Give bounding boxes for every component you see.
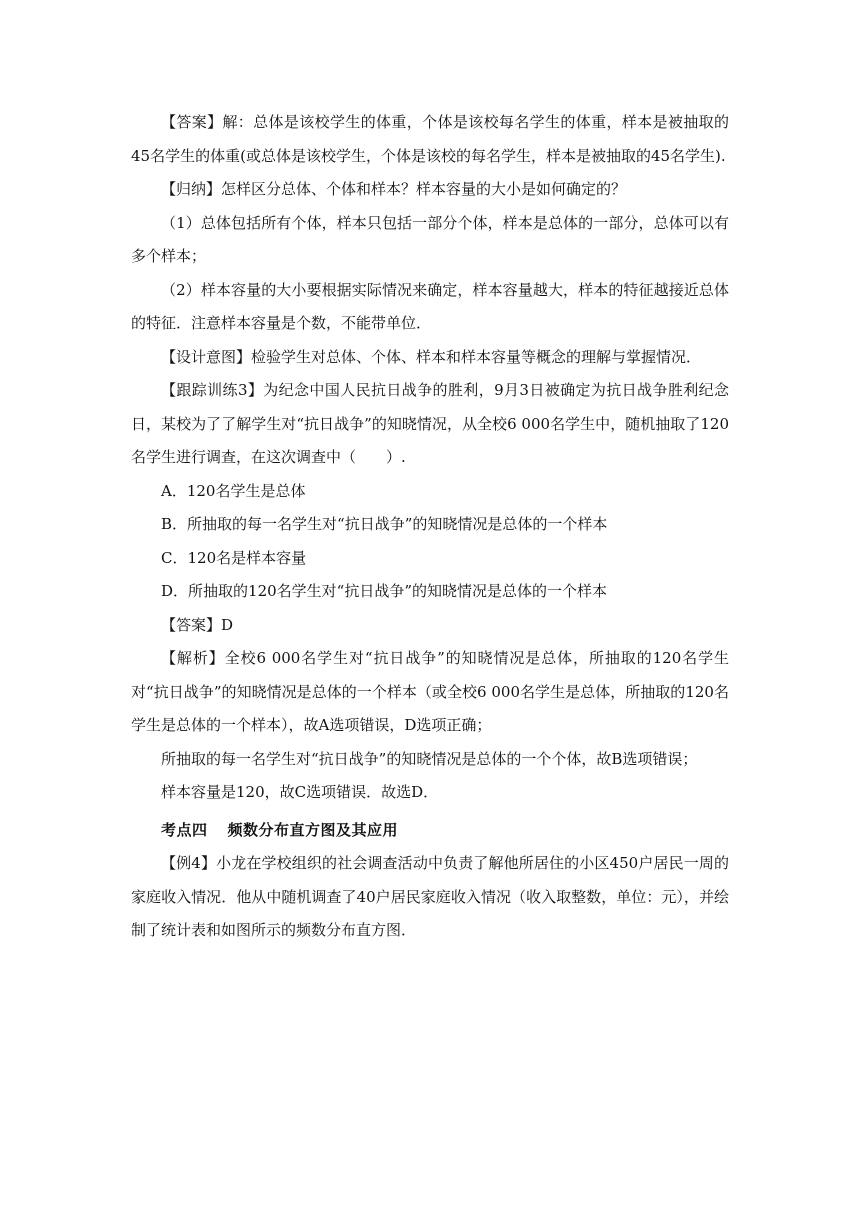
analysis-paragraph: 【解析】全校6 000名学生对“抗日战争”的知晓情况是总体，所抽取的120名学生对“抗日战争”的知晓情况是总体的一个样本（或全校6 000名学生是总体，所抽取的120名学生是总体的一个样本），故A选项错误，D选项正确； xyxy=(131,649,729,734)
answer-paragraph: 【答案】解：总体是该校学生的体重，个体是该校每名学生的体重，样本是被抽取的45名学生的体重(或总体是该校学生，个体是该校的每名学生，样本是被抽取的45名学生). xyxy=(131,113,729,165)
section-label: 考点四 xyxy=(161,820,208,839)
design-intent-paragraph: 【设计意图】检验学生对总体、个体、样本和样本容量等概念的理解与掌握情况． xyxy=(161,347,702,366)
summary-point-2: （2）样本容量的大小要根据实际情况来确定，样本容量越大，样本的特征越接近总体的特征．注意样本容量是个数，不能带单位． xyxy=(131,280,729,332)
summary-paragraph: 【归纳】怎样区分总体、个体和样本？样本容量的大小是如何确定的？ xyxy=(161,180,627,198)
section-title: 频数分布直方图及其应用 xyxy=(227,820,399,839)
summary-point-1: （1）总体包括所有个体，样本只包括一部分个体，样本是总体的一部分，总体可以有多个样本； xyxy=(131,213,729,265)
answer-paragraph-2: 【答案】D xyxy=(161,615,234,634)
option-a: A．120名学生是总体 xyxy=(161,481,306,500)
analysis-paragraph-2: 所抽取的每一名学生对“抗日战争”的知晓情况是总体的一个个体，故B选项错误； xyxy=(161,749,698,768)
option-b: B．所抽取的每一名学生对“抗日战争”的知晓情况是总体的一个样本 xyxy=(161,515,608,533)
option-d: D．所抽取的120名学生对“抗日战争”的知晓情况是总体的一个样本 xyxy=(161,582,607,600)
example-4-paragraph: 【例4】小龙在学校组织的社会调查活动中负责了解他所居住的小区450户居民一周的家庭收入情况．他从中随机调查了40户居民家庭收入情况（收入取整数，单位：元），并绘制了统计表和如图所示的频数分布直方图． xyxy=(131,854,729,939)
option-c: C．120名是样本容量 xyxy=(161,548,307,567)
practice-question: 【跟踪训练3】为纪念中国人民抗日战争的胜利，9月3日被确定为抗日战争胜利纪念日，某校为了了解学生对“抗日战争”的知晓情况，从全校6 000名学生中，随机抽取了120名学生进行调查，在这次调查中（ ）. xyxy=(131,381,729,466)
section-heading xyxy=(131,814,729,848)
document-body xyxy=(131,106,729,948)
analysis-paragraph-3: 样本容量是120，故C选项错误．故选D． xyxy=(161,783,439,801)
